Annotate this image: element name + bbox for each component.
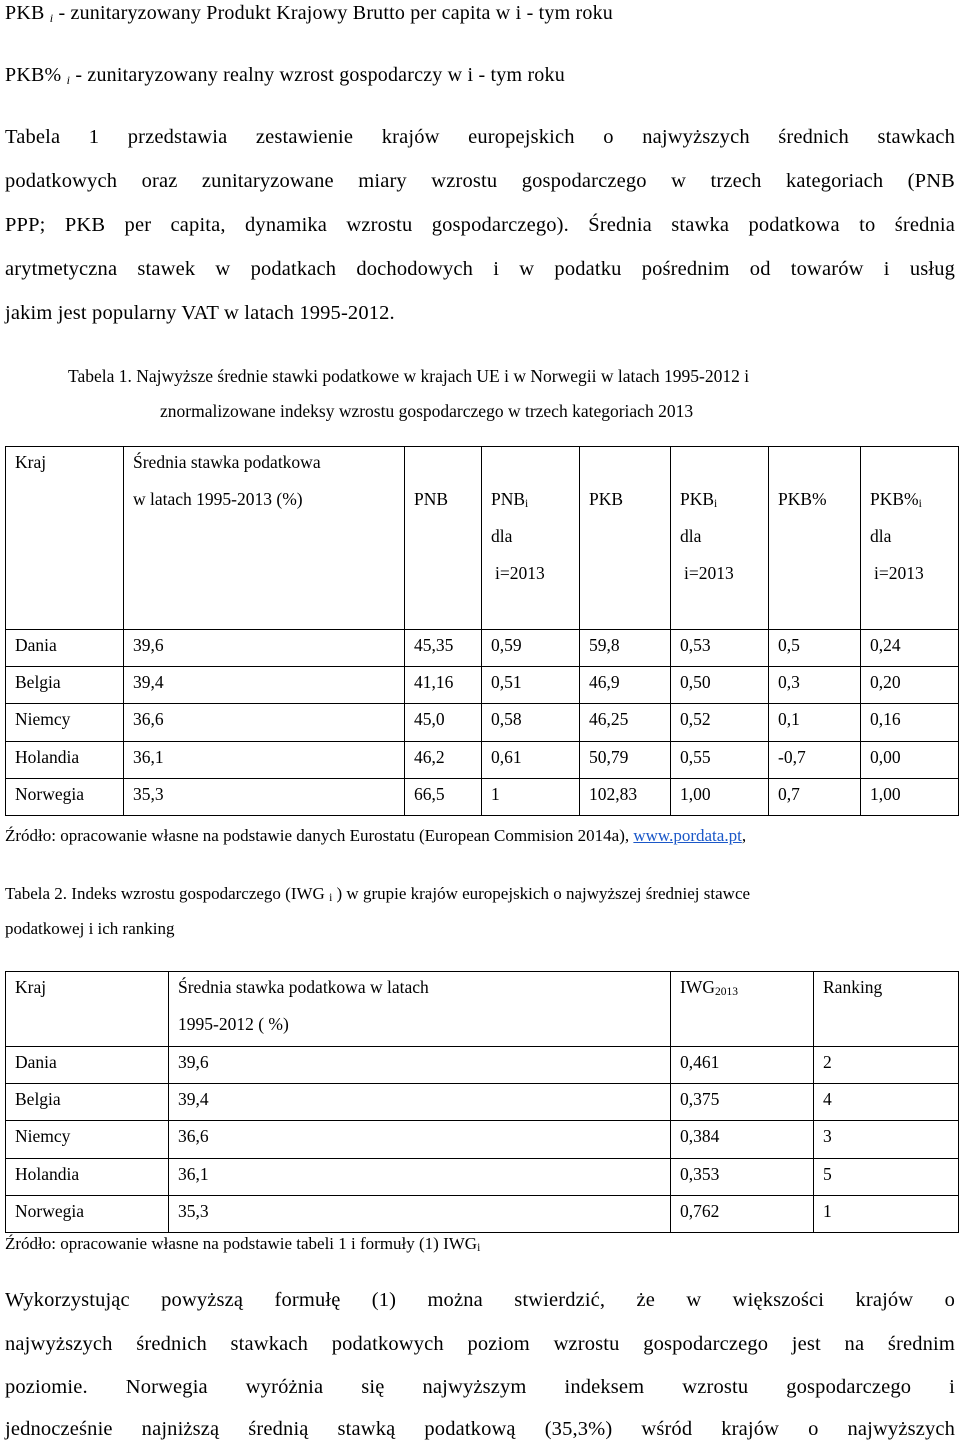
table-row: [6, 741, 959, 778]
table2-header-ranking: Ranking: [814, 972, 959, 1047]
table-cell: 0,53: [671, 630, 769, 667]
table-row: [6, 778, 959, 815]
table1-header-pkbpi: PKB%i dla i=2013: [861, 447, 959, 630]
table-cell: 0,59: [482, 630, 580, 667]
table-cell: 39,6: [169, 1047, 671, 1084]
table-row: [6, 1084, 959, 1121]
table-cell: 0,762: [671, 1195, 814, 1232]
table-cell: 45,0: [405, 704, 482, 741]
table-cell: 66,5: [405, 778, 482, 815]
table-cell: 0,50: [671, 667, 769, 704]
table-cell: 4: [814, 1084, 959, 1121]
table-cell: 46,25: [580, 704, 671, 741]
table2-header-iwg: IWG2013: [671, 972, 814, 1047]
table-cell: 1: [482, 778, 580, 815]
row-country: Dania: [6, 1047, 169, 1084]
pkb-percent-symbol: PKB%: [5, 64, 62, 86]
table1-header-stawka: Średnia stawka podatkowa w latach 1995-2013 (%): [124, 447, 405, 630]
pkb-percent-definition-text: - zunitaryzowany realny wzrost gospodarczy w i - tym roku: [75, 64, 565, 86]
table-cell: 46,9: [580, 667, 671, 704]
table-cell: 1: [814, 1195, 959, 1232]
pkb-percent-subscript: i: [66, 73, 71, 87]
table-cell: 0,353: [671, 1158, 814, 1195]
row-country: Holandia: [6, 741, 124, 778]
table-cell: 0,00: [861, 741, 959, 778]
table1-caption-line-1: Tabela 1. Najwyższe średnie stawki podatkowe w krajach UE i w Norwegii w latach 1995-2012 i: [68, 366, 750, 386]
table-row: [6, 1121, 959, 1158]
row-country: Norwegia: [6, 1195, 169, 1232]
table-cell: 0,3: [769, 667, 861, 704]
table1-header-kraj: Kraj: [6, 447, 124, 630]
table-cell: 39,4: [169, 1084, 671, 1121]
table-cell: 0,16: [861, 704, 959, 741]
table-cell: 0,7: [769, 778, 861, 815]
pordata-link[interactable]: www.pordata.pt: [633, 826, 742, 845]
table1-source: Źródło: opracowanie własne na podstawie danych Eurostatu (European Commision 2014a), www.pordata.pt,: [5, 826, 747, 845]
conclusion-line-1: Wykorzystując powyższą formułę (1) można stwierdzić, że w większości krajów o: [5, 1289, 955, 1311]
table2-caption-line-1: Tabela 2. Indeks wzrostu gospodarczego (IWG i ) w grupie krajów europejskich o najwyższej średniej stawce: [5, 884, 751, 904]
conclusion-line-2: najwyższych średnich stawkach podatkowych poziom wzrostu gospodarczego jest na średnim: [5, 1333, 955, 1355]
intro-line-5: jakim jest popularny VAT w latach 1995-2012.: [5, 302, 395, 324]
table-cell: 59,8: [580, 630, 671, 667]
table1-source-text: Źródło: opracowanie własne na podstawie danych Eurostatu (European Commision 2014a),: [5, 826, 630, 845]
table-cell: 1,00: [671, 778, 769, 815]
table-cell: 0,55: [671, 741, 769, 778]
table-cell: 3: [814, 1121, 959, 1158]
table-cell: 50,79: [580, 741, 671, 778]
table1-header-pkbp: PKB%: [769, 447, 861, 630]
table-cell: 5: [814, 1158, 959, 1195]
table-row: [6, 630, 959, 667]
table-cell: 0,20: [861, 667, 959, 704]
table-cell: 36,1: [124, 741, 405, 778]
table-cell: 41,16: [405, 667, 482, 704]
table-cell: 36,1: [169, 1158, 671, 1195]
table-cell: 0,384: [671, 1121, 814, 1158]
table2-header-row: [6, 972, 959, 1047]
table1: [5, 446, 959, 816]
table-cell: 0,24: [861, 630, 959, 667]
table-cell: 35,3: [124, 778, 405, 815]
row-country: Dania: [6, 630, 124, 667]
table-cell: 0,61: [482, 741, 580, 778]
table-row: [6, 1158, 959, 1195]
table-cell: 39,6: [124, 630, 405, 667]
conclusion-line-3: poziomie. Norwegia wyróżnia się najwyższym indeksem wzrostu gospodarczego i: [5, 1376, 955, 1398]
table-cell: 35,3: [169, 1195, 671, 1232]
table-cell: 102,83: [580, 778, 671, 815]
table-cell: 1,00: [861, 778, 959, 815]
row-country: Holandia: [6, 1158, 169, 1195]
intro-line-4: arytmetyczna stawek w podatkach dochodowych i w podatku pośrednim od towarów i usług: [5, 258, 955, 280]
table2: [5, 971, 959, 1233]
table2-body: [6, 1047, 959, 1233]
conclusion-line-4: jednocześnie najniższą średnią stawką podatkową (35,3%) wśród krajów o najwyższych: [5, 1418, 955, 1440]
intro-line-1: Tabela 1 przedstawia zestawienie krajów europejskich o najwyższych średnich stawkach: [5, 126, 955, 148]
row-country: Belgia: [6, 1084, 169, 1121]
pkb-symbol: PKB: [5, 2, 45, 24]
table-cell: 0,5: [769, 630, 861, 667]
table1-caption-line-2: znormalizowane indeksy wzrostu gospodarczego w trzech kategoriach 2013: [160, 401, 694, 421]
table1-header-pnb: PNB: [405, 447, 482, 630]
intro-line-3: PPP; PKB per capita, dynamika wzrostu gospodarczego). Średnia stawka podatkowa to średnia: [5, 214, 955, 236]
table-cell: 0,52: [671, 704, 769, 741]
table-cell: 2: [814, 1047, 959, 1084]
table2-header-kraj: Kraj: [6, 972, 169, 1047]
table1-body: [6, 630, 959, 816]
row-country: Niemcy: [6, 1121, 169, 1158]
table-row: [6, 1047, 959, 1084]
table2-caption-line-2: podatkowej i ich ranking: [5, 919, 175, 938]
pkb-subscript: i: [49, 11, 54, 25]
definition-pkb-percent: [5, 64, 565, 88]
table-cell: 36,6: [124, 704, 405, 741]
row-country: Belgia: [6, 667, 124, 704]
intro-line-2: podatkowych oraz zunitaryzowane miary wzrostu gospodarczego w trzech kategoriach (PNB: [5, 170, 955, 192]
row-country: Norwegia: [6, 778, 124, 815]
table-cell: 0,375: [671, 1084, 814, 1121]
table-cell: 46,2: [405, 741, 482, 778]
table-cell: 0,51: [482, 667, 580, 704]
table1-header-pkb: PKB: [580, 447, 671, 630]
table-row: [6, 1195, 959, 1232]
table-cell: 36,6: [169, 1121, 671, 1158]
table-row: [6, 704, 959, 741]
table-cell: 45,35: [405, 630, 482, 667]
table1-header-row: [6, 447, 959, 630]
table1-header-pnbi: PNBi dla i=2013: [482, 447, 580, 630]
pkb-definition-text: - zunitaryzowany Produkt Krajowy Brutto per capita w i - tym roku: [58, 2, 614, 24]
row-country: Niemcy: [6, 704, 124, 741]
table2-source: Źródło: opracowanie własne na podstawie tabeli 1 i formuły (1) IWGi: [5, 1234, 481, 1254]
table-cell: -0,7: [769, 741, 861, 778]
table-cell: 0,58: [482, 704, 580, 741]
table-row: [6, 667, 959, 704]
table-cell: 0,1: [769, 704, 861, 741]
table2-header-stawka: Średnia stawka podatkowa w latach 1995-2012 ( %): [169, 972, 671, 1047]
table1-header-pkbi: PKBi dla i=2013: [671, 447, 769, 630]
table-cell: 39,4: [124, 667, 405, 704]
table-cell: 0,461: [671, 1047, 814, 1084]
definition-pkb: [5, 2, 613, 26]
